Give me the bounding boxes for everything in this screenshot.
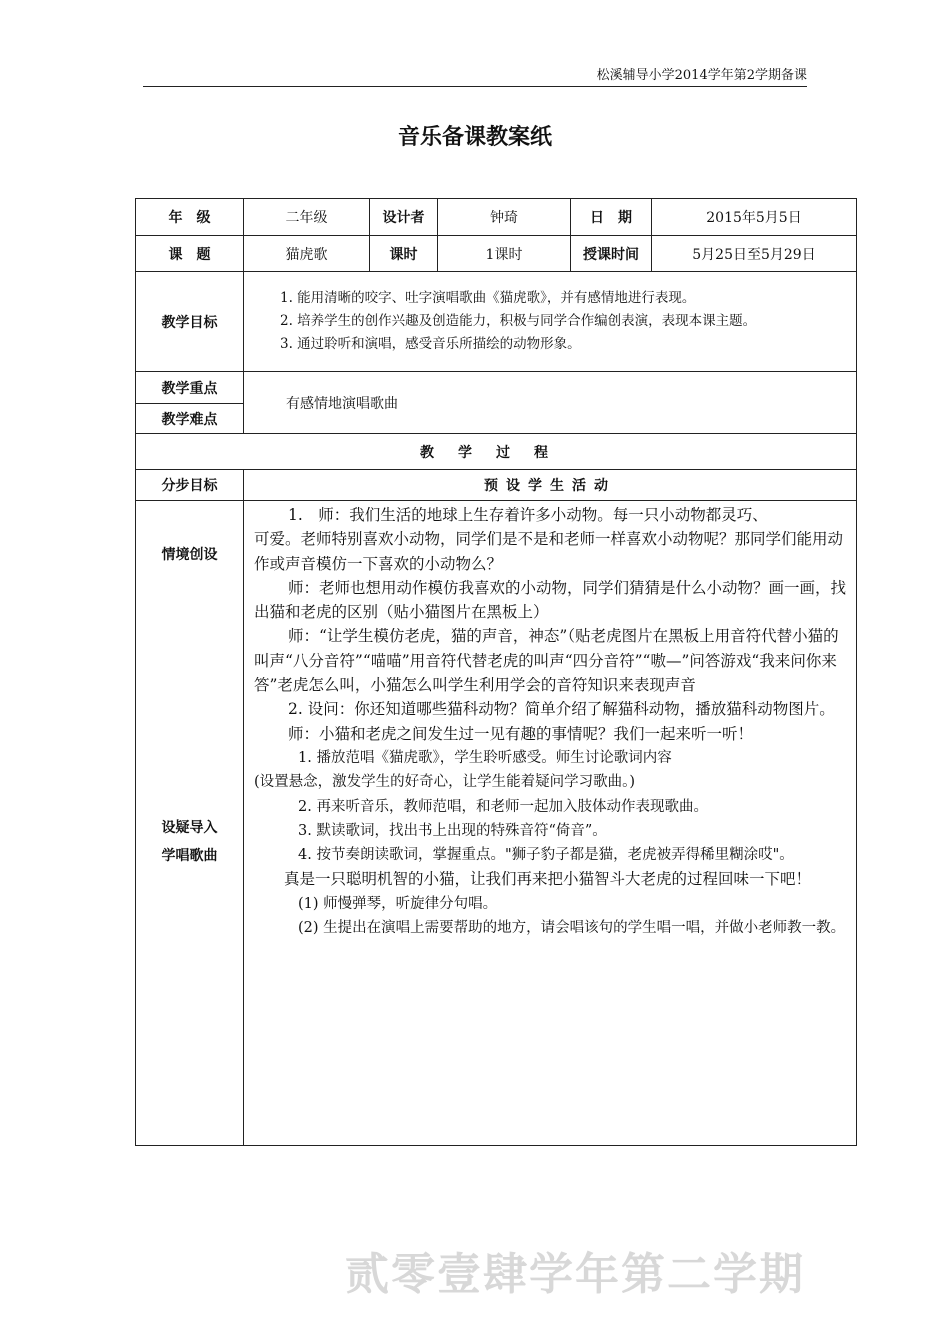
activity-paragraph: (设置悬念，激发学生的好奇心，让学生能着疑问学习歌曲。) (254, 774, 636, 791)
table-row (136, 470, 857, 501)
steps-heading: 分步目标 (136, 470, 244, 501)
key-point-label: 教学重点 (136, 372, 244, 404)
grade-value: 二年级 (244, 199, 370, 236)
header-text: 松溪辅导小学2014学年第2学期备课 (596, 68, 807, 83)
date-label: 日 期 (571, 199, 652, 236)
activity-paragraph: 2. 设问：你还知道哪些猫科动物？简单介绍了解猫科动物，播放猫科动物图片。 (288, 700, 835, 719)
period-value: 1课时 (438, 236, 571, 272)
teaching-time-value: 5月25日至5月29日 (652, 236, 857, 272)
key-point-value: 有感情地演唱歌曲 (244, 372, 857, 434)
table-row (136, 372, 857, 404)
topic-label: 课 题 (136, 236, 244, 272)
activities-content (244, 501, 857, 1146)
activity-paragraph: 师：“让学生模仿老虎，猫的声音，神态”（贴老虎图片在黑板上用音符代替小猫的叫声“八分音符”“喵喵”用音符代替老虎的叫声“四分音符”“嗷—”问答游戏“我来问你来答”老虎怎么叫，小猫怎么叫学生利用学会的音符知识来表现声音 (254, 627, 839, 695)
designer-value: 钟琦 (438, 199, 571, 236)
page-title: 音乐备课教案纸 (397, 125, 552, 150)
table-row (136, 434, 857, 470)
step-goals-cell (136, 501, 244, 1146)
lesson-plan-table (135, 198, 857, 1146)
activity-paragraph: (1) 师慢弹琴，听旋律分句唱。 (298, 895, 498, 912)
activity-paragraph: 1. 播放范唱《猫虎歌》，学生聆听感受。师生讨论歌词内容 (298, 749, 672, 766)
step-label-sing: 学唱歌曲 (161, 848, 218, 864)
topic-value: 猫虎歌 (244, 236, 370, 272)
step-label-intro: 设疑导入 (161, 820, 218, 836)
activity-paragraph: 3. 默读歌词，找出书上出现的特殊音符“倚音”。 (298, 822, 607, 839)
activity-paragraph: 师：小猫和老虎之间发生过一见有趣的事情呢？我们一起来听一听！ (288, 724, 754, 743)
difficulty-label: 教学难点 (136, 404, 244, 434)
designer-label: 设计者 (370, 199, 438, 236)
table-row (136, 236, 857, 272)
activity-paragraph: 4. 按节奏朗读歌词，掌握重点。"狮子豹子都是猫，老虎被弄得稀里糊涂哎"。 (298, 847, 794, 864)
table-row (136, 199, 857, 236)
teaching-time-label: 授课时间 (571, 236, 652, 272)
header-divider (143, 86, 807, 87)
date-value: 2015年5月5日 (652, 199, 857, 236)
objectives-label: 教学目标 (136, 272, 244, 372)
activity-paragraph: 师：老师也想用动作模仿我喜欢的小动物，同学们猜猜是什么小动物？画一画，找出猫和老虎的区别（贴小猫图片在黑板上） (254, 578, 847, 622)
table-row (136, 272, 857, 372)
objective-item: 1. 能用清晰的咬字、吐字演唱歌曲《猫虎歌》，并有感情地进行表现。 (280, 290, 696, 306)
objective-item: 3. 通过聆听和演唱，感受音乐所描绘的动物形象。 (280, 336, 581, 352)
activity-paragraph: 1. 师：我们生活的地球上生存着许多小动物。每一只小动物都灵巧、 (288, 506, 768, 524)
step-label-scene: 情境创设 (161, 547, 218, 563)
process-heading: 教学过程 (136, 434, 857, 470)
table-row (136, 501, 857, 1146)
period-label: 课时 (370, 236, 438, 272)
grade-label: 年 级 (136, 199, 244, 236)
objective-item: 2. 培养学生的创作兴趣及创造能力，积极与同学合作编创表演，表现本课主题。 (280, 313, 757, 329)
activities-heading: 预设学生活动 (244, 470, 857, 501)
activity-paragraph: 可爱。老师特别喜欢小动物，同学们是不是和老师一样喜欢小动物呢？那同学们能用动作或声音模仿一下喜欢的小动物么？ (254, 530, 844, 573)
activity-paragraph: 2. 再来听音乐，教师范唱，和老师一起加入肢体动作表现歌曲。 (298, 798, 708, 815)
activity-paragraph: (2) 生提出在演唱上需要帮助的地方，请会唱该句的学生唱一唱，并做小老师教一教。 (298, 920, 846, 937)
objectives-content (244, 272, 857, 372)
watermark: 贰零壹肆学年第二学期 (345, 1249, 805, 1300)
activity-paragraph: 真是一只聪明机智的小猫，让我们再来把小猫智斗大老虎的过程回味一下吧！ (284, 870, 812, 889)
